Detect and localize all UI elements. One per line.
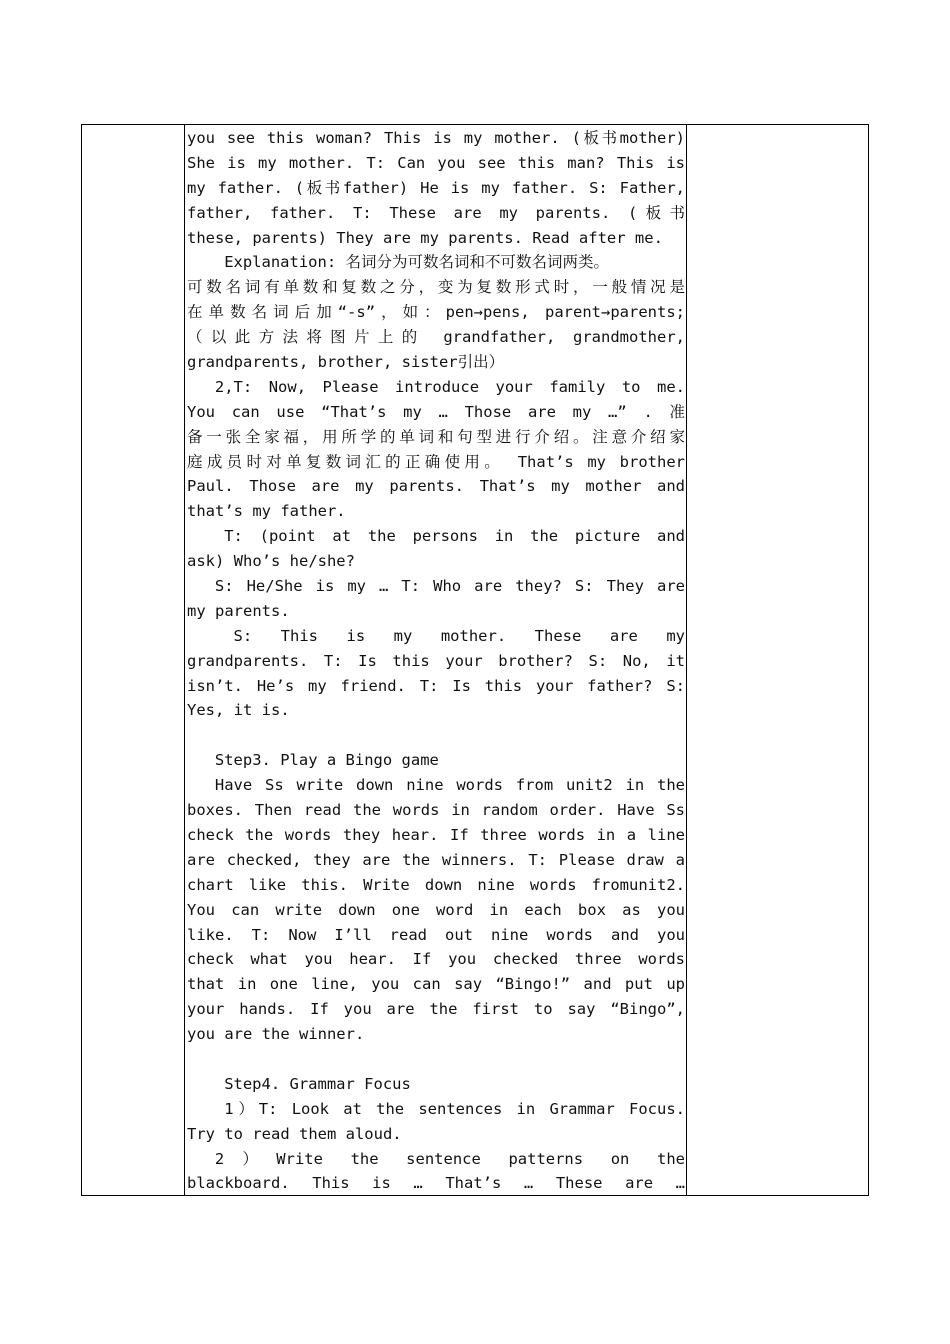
text-line: Explanation: 名词分为可数名词和不可数名词两类。 xyxy=(224,253,610,272)
text-line: grandparents. T: Is this your brother? S: No, it xyxy=(187,651,685,670)
text-line: grandparents, brother, sister引出） xyxy=(187,353,505,372)
text-line: like. T: Now I’ll read out nine words and you xyxy=(187,925,685,944)
text-line: S: He/She is my … T: Who are they? S: They are xyxy=(214,577,685,596)
text-line: 1）T: Look at the sentences in Grammar Focus. xyxy=(224,1099,685,1118)
table-right-column xyxy=(687,125,870,1195)
blank-line xyxy=(187,1047,685,1072)
text-line: Have Ss write down nine words from unit2 in the xyxy=(214,776,685,795)
text-line: 可数名词有单数和复数之分，变为复数形式时，一般情况是 xyxy=(187,278,685,297)
lesson-plan-table xyxy=(81,124,869,1196)
text-line: You can write down one word in each box as you xyxy=(187,900,685,919)
text-line: Try to read them aloud. xyxy=(187,1124,402,1143)
blank-line xyxy=(187,723,685,748)
text-line: your hands. If you are the first to say “Bingo”, xyxy=(187,1000,685,1019)
text-line: Paul. Those are my parents. That’s my mother and xyxy=(187,477,685,496)
text-line: T: (point at the persons in the picture and xyxy=(224,527,685,546)
text-line: Step4. Grammar Focus xyxy=(224,1074,411,1093)
text-line: 庭成员时对单复数词汇的正确使用。 That’s my brother xyxy=(187,452,685,471)
text-line: blackboard. This is … That’s … These are … xyxy=(187,1174,685,1193)
text-line: check the words they hear. If three words in a line xyxy=(187,825,685,844)
text-line: ask) Who’s he/she? xyxy=(187,552,355,571)
text-line: Yes, it is. xyxy=(187,701,290,720)
text-line: that’s my father. xyxy=(187,502,346,521)
lesson-text xyxy=(187,126,685,1195)
text-line: You can use “That’s my … Those are my …” . 准 xyxy=(187,402,685,421)
text-line: check what you hear. If you checked three words xyxy=(187,950,685,969)
text-line: these, parents) They are my parents. Read after me. xyxy=(187,228,663,247)
text-line: that in one line, you can say “Bingo!” and put up xyxy=(187,975,685,994)
text-line: 2）Write the sentence patterns on the xyxy=(214,1149,685,1168)
text-line: my parents. xyxy=(187,601,290,620)
text-line: Step3. Play a Bingo game xyxy=(214,751,439,770)
text-line: my father. (板书father) He is my father. S: Father, xyxy=(187,178,685,197)
text-line: 备一张全家福，用所学的单词和句型进行介绍。注意介绍家 xyxy=(187,427,685,446)
text-line: boxes. Then read the words in random order. Have Ss xyxy=(187,801,685,820)
text-line: She is my mother. T: Can you see this man? This is xyxy=(187,153,685,172)
text-line: 在单数名词后加“-s”，如：pen→pens, parent→parents; xyxy=(187,303,685,322)
table-left-column xyxy=(82,125,185,1195)
text-line: （以此方法将图片上的 grandfather, grandmother, xyxy=(187,328,685,347)
text-line: isn’t. He’s my friend. T: Is this your father? S: xyxy=(187,676,685,695)
text-line: S: This is my mother. These are my xyxy=(233,626,685,645)
text-line: chart like this. Write down nine words fromunit2. xyxy=(187,875,685,894)
text-line: are checked, they are the winners. T: Please draw a xyxy=(187,850,685,869)
text-line: 2,T: Now, Please introduce your family to me. xyxy=(214,377,685,396)
table-content-column xyxy=(185,125,687,1195)
text-line: father, father. T: These are my parents. (板书 xyxy=(187,203,685,222)
text-line: you see this woman? This is my mother. (板书mother) xyxy=(187,129,685,147)
text-line: you are the winner. xyxy=(187,1025,365,1044)
